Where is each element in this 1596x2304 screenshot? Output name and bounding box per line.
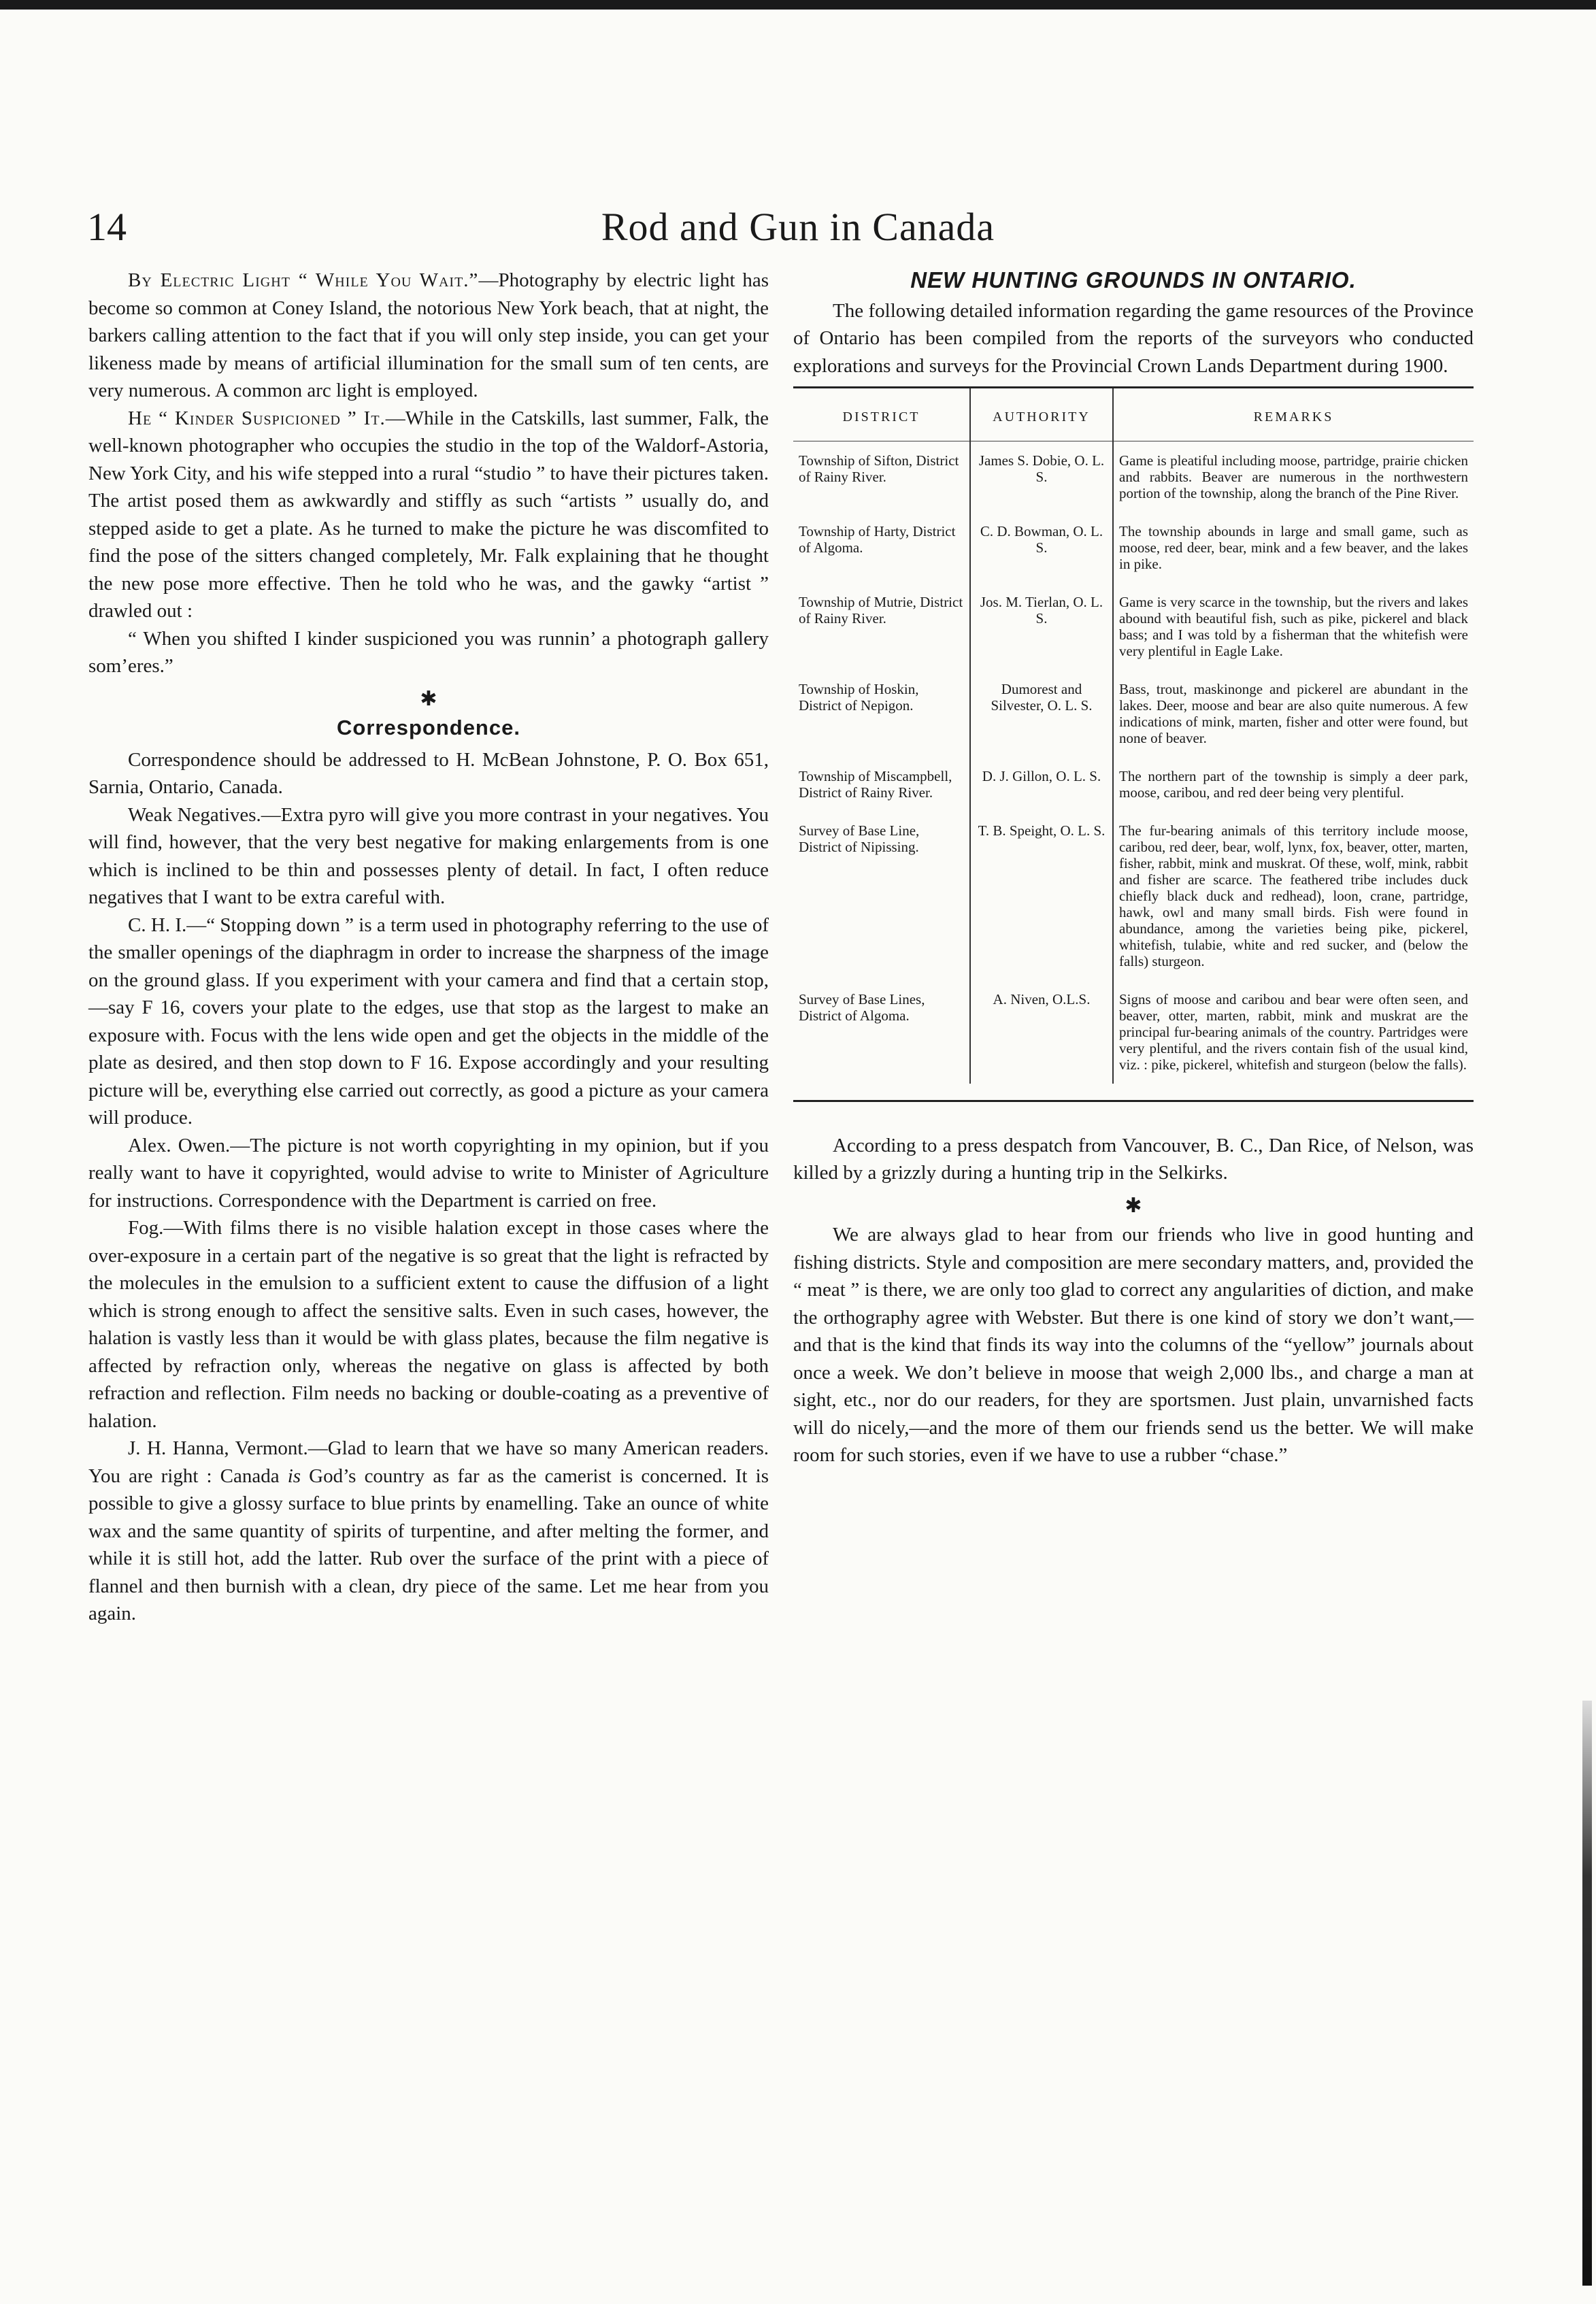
ornament-icon: ✱: [420, 687, 437, 710]
table-row: [793, 812, 1474, 980]
right-column: [793, 267, 1474, 1469]
remarks-cell: The northern part of the township is simply a deer park, moose, caribou, and red deer being very plentiful.: [1113, 757, 1474, 812]
scan-margin: [1569, 0, 1596, 2304]
top-border-bar: [0, 0, 1596, 10]
remarks-cell: Game is pleatiful including moose, partridge, prairie chicken and rabbits. Beaver are numerous in the northwestern portion of the township, along the branch of the Pine River.: [1113, 441, 1474, 512]
paragraph-body: —Photography by electric light has become so common at Coney Island, the notorious New York beach, that at night, the barkers calling attention to the fact that if you will only step inside, you can get your likeness made by means of artificial illumination for the small sum of ten cents, are very numerous. A common arc light is employed.: [88, 269, 769, 401]
table-row: [793, 583, 1474, 670]
paragraph-copyright: Alex. Owen.—The picture is not worth copyrighting in my opinion, but if you really want to have it copyrighted, would advise to write to Minister of Agriculture for instructions. Correspondence with the Department is carried on free.: [88, 1134, 769, 1212]
authority-cell: T. B. Speight, O. L. S.: [970, 812, 1113, 980]
paragraph-stopping-down: C. H. I.—“ Stopping down ” is a term used in photography referring to the use of the smaller openings of the diaphragm in order to increase the sharpness of the image on the ground glass. If you experiment with your camera and find that a certain stop,—say F 16, covers your plate to the edges, use that stop as the largest to make an exposure with. Focus with the lens wide open and get the objects in the middle of the plate as desired, and then stop down to F 16. Expose accordingly and your resulting picture will be, everything else carried out correctly, as good a picture as your camera will produce.: [88, 914, 769, 1129]
authority-cell: C. D. Bowman, O. L. S.: [970, 512, 1113, 583]
text-run: J. H. Hanna, Vermont.—Glad to learn that we have so many American readers. You are right : Canada: [88, 1437, 769, 1487]
paragraph-fog: Fog.—With films there is no visible halation except in those cases where the over-exposure in a certain part of the negative is so great that the light is refracted by the molecules in the emulsion to a sufficient extent to cause the diffusion of a light which is strong enough to affect the sensitive salts. Even in such cases, however, the halation is vastly less than it would be with glass plates, because the film negative is affected by refraction only, whereas the negative on glass is affected by both refraction and reflection. Film needs no backing or double-coating as a preventive of halation.: [88, 1217, 769, 1432]
article-title: NEW HUNTING GROUNDS IN ONTARIO.: [910, 267, 1357, 293]
article-intro: The following detailed information regarding the game resources of the Province of Ontario has been compiled from the reports of the surveyors who conducted explorations and surveys for the Provincial Crown Lands Department during 1900.: [793, 299, 1474, 377]
hunting-grounds-table: [793, 388, 1474, 1084]
paragraph-electric-light: [88, 267, 769, 405]
remarks-cell: Signs of moose and caribou and bear were often seen, and beaver, otter, marten, rabbit, mink and muskrat are the principal fur-bearing animals of the country. Partridges were very plentiful, and the rivers contain fish of the usual kind, viz. : pike, pickerel, whitefish and sturgeon (below the falls).: [1113, 980, 1474, 1084]
table-row: [793, 980, 1474, 1084]
binding-edge-shadow: [1582, 1701, 1592, 2286]
paragraph-kinder-suspicioned: [88, 405, 769, 625]
paragraph-address: Correspondence should be addressed to H. McBean Johnstone, P. O. Box 651, Sarnia, Ontario, Canada.: [88, 748, 769, 798]
paragraph-hanna: [88, 1435, 769, 1628]
authority-cell: Dumorest and Silvester, O. L. S.: [970, 670, 1113, 757]
text-run-emphasis: is: [287, 1465, 301, 1487]
paragraph-lead: He “ Kinder Suspicioned ” It.: [128, 407, 386, 429]
district-cell: Township of Hoskin, District of Nepigon.: [799, 680, 919, 714]
table-header-row: [793, 388, 1474, 441]
remarks-cell: Bass, trout, maskinonge and pickerel are abundant in the lakes. Deer, moose and bear are also quite numerous. A few indications of mink, marten, fisher and otter were found, but none of beaver.: [1113, 670, 1474, 757]
district-cell: Township of Mutrie, District of Rainy River.: [799, 593, 963, 627]
district-cell: Survey of Base Line, District of Nipissing.: [799, 822, 920, 855]
ornament-icon: ✱: [1125, 1194, 1142, 1217]
remarks-cell: The fur-bearing animals of this territory include moose, caribou, red deer, bear, wolf, lynx, fox, beaver, otter, marten, fisher, rabbit, mink and muskrat. Of these, wolf, mink, rabbit and fisher are scarce. The feathered tribe includes duck chiefly black duck and redhead), loon, crane, partridge, hawk, owl and many small birds. Fish were found in abundance, among the varieties being pike, pickerel, whitefish, tulabie, white and red sucker, and (below the falls) sturgeon.: [1113, 812, 1474, 980]
table-row: [793, 441, 1474, 512]
column-header-remarks: REMARKS: [1113, 388, 1474, 441]
column-header-district: DISTRICT: [793, 388, 970, 441]
remarks-cell: The township abounds in large and small game, such as moose, red deer, bear, mink and a few beaver, and the lakes in pike.: [1113, 512, 1474, 583]
paragraph-grizzly: According to a press despatch from Vancouver, B. C., Dan Rice, of Nelson, was killed by a grizzly during a hunting trip in the Selkirks.: [793, 1134, 1474, 1184]
running-title: Rod and Gun in Canada: [601, 205, 995, 249]
table-bottom-space: [793, 1084, 1474, 1100]
district-cell: Township of Sifton, District of Rainy River.: [799, 452, 959, 485]
authority-cell: James S. Dobie, O. L. S.: [970, 441, 1113, 512]
paragraph-lead: By Electric Light “ While You Wait.”: [128, 269, 479, 291]
left-column: [88, 267, 769, 1628]
paragraph-friends: We are always glad to hear from our friends who live in good hunting and fishing districts. Style and composition are mere secondary matters, and, provided the “ meat ” is there, we are only too glad to correct any angularities of diction, and make the orthography agree with Webster. But there is one kind of story we don’t want,—and that is the kind that finds its way into the columns of the “yellow” journals about once a week. We don’t believe in moose that weigh 2,000 lbs., and charge a man at sight, etc., nor do our readers, for they are sportsmen. Just plain, unvarnished facts will do nicely,—and the more of them our friends send us the better. We will make room for such stories, even if we have to use a rubber “chase.”: [793, 1224, 1474, 1466]
column-header-authority: AUTHORITY: [970, 388, 1113, 441]
paragraph-body: —While in the Catskills, last summer, Falk, the well-known photographer who occupies the studio in the top of the Waldorf-Astoria, New York City, and his wife stepped into a rural “studio ” to have their pictures taken. The artist posed them as awkwardly and stiffly as such “artists ” usually do, and stepped aside to get a plate. As he turned to make the picture he was discomfited to find the pose of the sitters changed completely, Mr. Falk explaining that he thought the new pose more effective. Then he told who he was, and the gawky “artist ” drawled out :: [88, 407, 769, 622]
section-heading: Correspondence.: [337, 716, 520, 739]
paragraph-weak-negatives: Weak Negatives.—Extra pyro will give you more contrast in your negatives. You will find, however, that the very best negative for making enlargements from is one which is inclined to be thin and possesses plenty of detail. In fact, I often reduce negatives that I want to be extra careful with.: [88, 803, 769, 908]
authority-cell: D. J. Gillon, O. L. S.: [970, 757, 1113, 812]
authority-cell: Jos. M. Tierlan, O. L. S.: [970, 583, 1113, 670]
hunting-grounds-table-wrap: [793, 386, 1474, 1102]
district-cell: Township of Harty, District of Algoma.: [799, 522, 956, 556]
text-run: God’s country as far as the camerist is concerned. It is possible to give a glossy surface to blue prints by enamelling. Take an ounce of white wax and the same quantity of spirits of turpentine, and after melting the former, and while it is still hot, add the latter. Rub over the surface of the print with a piece of flannel and then burnish with a clean, dry piece of the same. Let me hear from you again.: [88, 1465, 769, 1624]
authority-cell: A. Niven, O.L.S.: [970, 980, 1113, 1084]
table-row: [793, 670, 1474, 757]
district-cell: Survey of Base Lines, District of Algoma.: [799, 990, 925, 1024]
table-row: [793, 757, 1474, 812]
district-cell: Township of Miscampbell, District of Rainy River.: [799, 767, 952, 801]
paragraph-quote: “ When you shifted I kinder suspicioned you was runnin’ a photograph gallery som’eres.”: [88, 627, 769, 677]
remarks-cell: Game is very scarce in the township, but the rivers and lakes abound with beautiful fish, such as pike, pickerel and black bass; and I was told by a fisherman that the whitefish were very plentiful in Eagle Lake.: [1113, 583, 1474, 670]
page-number: 14: [87, 205, 127, 249]
table-row: [793, 512, 1474, 583]
